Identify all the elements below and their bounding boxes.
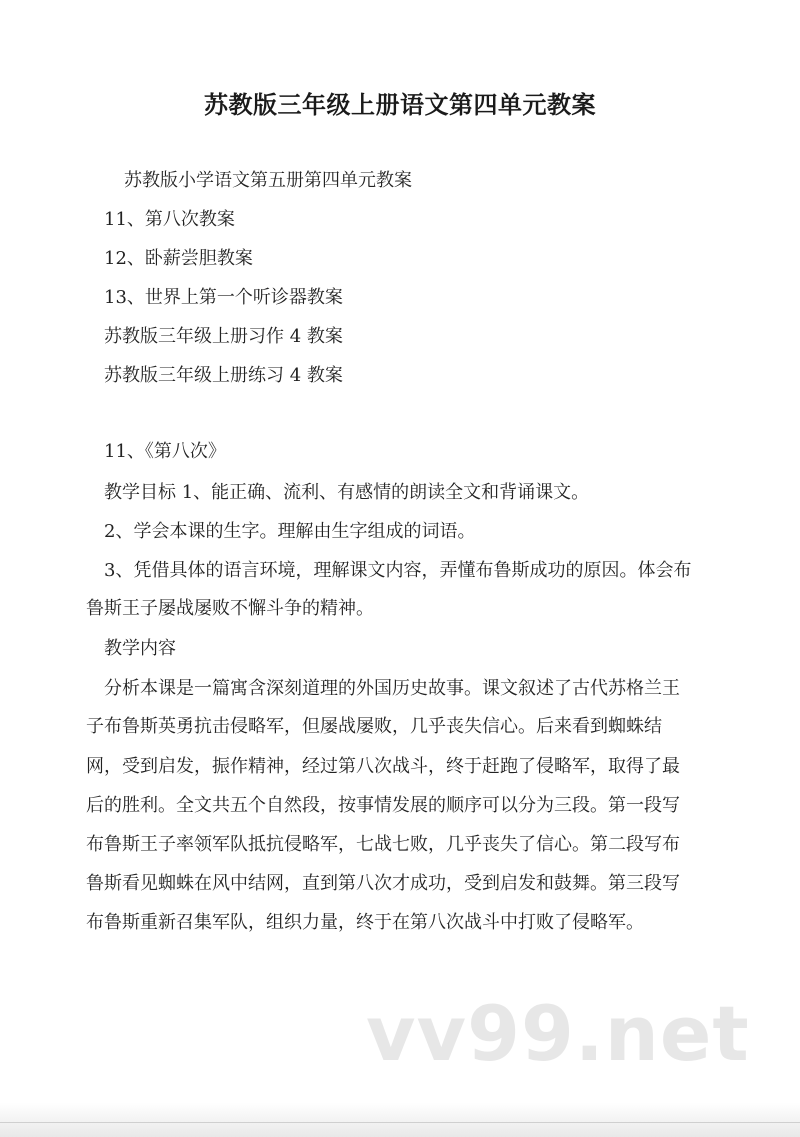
content-heading: 教学内容 — [104, 638, 176, 659]
analysis-line: 分析本课是一篇寓含深刻道理的外国历史故事。课文叙述了古代苏格兰王 — [104, 678, 680, 699]
lesson-heading: 11、《第八次》 — [104, 441, 226, 462]
toc-line: 11、第八次教案 — [104, 209, 235, 230]
toc-line: 苏教版三年级上册习作 4 教案 — [104, 326, 343, 347]
toc-line: 12、卧薪尝胆教案 — [104, 248, 253, 269]
toc-line: 苏教版小学语文第五册第四单元教案 — [124, 170, 412, 191]
objective-line: 教学目标 1、能正确、流利、有感情的朗读全文和背诵课文。 — [104, 482, 590, 503]
document-title: 苏教版三年级上册语文第四单元教案 — [204, 91, 596, 119]
objective-line: 2、学会本课的生字。理解由生字组成的词语。 — [104, 521, 476, 542]
analysis-line: 布鲁斯重新召集军队，组织力量，终于在第八次战斗中打败了侵略军。 — [86, 912, 644, 933]
watermark-text: vv99.net — [366, 989, 750, 1078]
toc-line: 苏教版三年级上册练习 4 教案 — [104, 365, 343, 386]
toc-line: 13、世界上第一个听诊器教案 — [104, 287, 343, 308]
objective-line: 3、凭借具体的语言环境，理解课文内容，弄懂布鲁斯成功的原因。体会布 — [104, 560, 692, 581]
analysis-line: 后的胜利。全文共五个自然段，按事情发展的顺序可以分为三段。第一段写 — [86, 795, 680, 816]
analysis-line: 网，受到启发，振作精神，经过第八次战斗，终于赶跑了侵略军，取得了最 — [86, 756, 680, 777]
page-bottom-shade — [0, 1103, 800, 1137]
analysis-line: 鲁斯看见蜘蛛在风中结网，直到第八次才成功，受到启发和鼓舞。第三段写 — [86, 873, 680, 894]
analysis-line: 子布鲁斯英勇抗击侵略军，但屡战屡败，几乎丧失信心。后来看到蜘蛛结 — [86, 716, 662, 737]
objective-line: 鲁斯王子屡战屡败不懈斗争的精神。 — [86, 598, 374, 619]
page-bottom-edge — [0, 1122, 800, 1123]
analysis-line: 布鲁斯王子率领军队抵抗侵略军，七战七败，几乎丧失了信心。第二段写布 — [86, 834, 680, 855]
